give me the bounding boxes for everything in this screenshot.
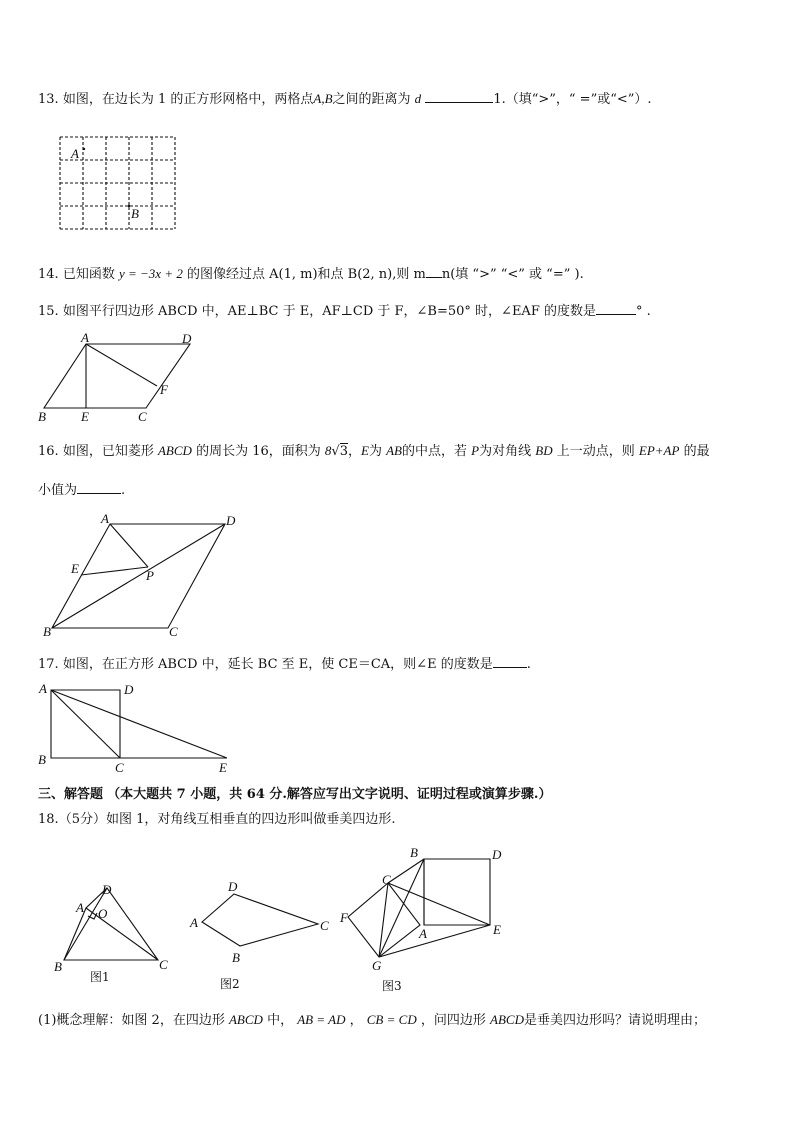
label-b: B [410,845,418,860]
label-c: C [138,409,147,424]
label-c: C [320,918,329,933]
q18-text [38,812,396,828]
comma: ， [349,1013,363,1028]
label-d: D [228,879,238,894]
answer-blank[interactable] [596,302,636,315]
segment-ep [81,567,148,575]
section-title: 三、解答题 [38,787,104,802]
question-number: 16. [38,444,59,459]
answer-blank[interactable] [425,90,493,103]
label-b: B [54,959,62,974]
q16-p: P [471,443,480,458]
label-g: G [372,958,382,973]
period: . [121,483,126,498]
q14-stem: 已知函数 [62,267,115,282]
q18-part1 [38,1012,706,1029]
q16-line2-text: 小值为 [38,483,78,498]
label-b: B [131,206,139,221]
label-a: A [81,330,89,345]
label-a: A [419,926,427,941]
segment-ap [110,524,148,567]
question-number: 17. [38,657,59,672]
q14-stem-end: n(填 “>” “<” 或 “=” ). [441,267,584,282]
label-c: C [159,957,168,972]
label-a: A [76,900,84,915]
q16-bd: BD [535,443,553,458]
q17-stem: 如图，在正方形 ABCD 中，延长 BC 至 E，使 CE＝CA，则∠E 的度数是 [62,657,493,672]
q13-points: A,B [313,91,333,106]
segment-ae [51,690,227,758]
label-c: C [115,760,124,775]
figure-caption: 图3 [382,979,402,993]
q16-stem-mid5: 上一动点，则 [556,444,635,459]
section-description: （本大题共 7 小题，共 64 分.解答应写出文字说明、证明过程或演算步骤.） [107,787,552,802]
label-a: A [101,511,109,526]
label-b: B [38,752,46,767]
q16-stem: 如图，已知菱形 [62,444,154,459]
q13-text [38,90,652,108]
diagonal-bd [52,524,225,628]
q16-stem-mid3: 的中点，若 [402,444,468,459]
label-d: D [226,513,236,528]
label-d: D [124,682,134,697]
q16-ab: AB [386,443,402,458]
label-o: O [98,906,108,921]
sqrt-icon: √ [331,444,340,459]
segment-af [86,344,157,386]
q16-stem-mid4: 为对角线 [479,444,532,459]
q16-stem-mid1: 的周长为 16，面积为 [196,444,321,459]
q13-stem: 如图，在边长为 1 的正方形网格中，两格点 [62,92,314,107]
question-number: 18. [38,812,59,827]
label-c: C [382,872,391,887]
q15-text [38,302,651,320]
label-a: A [190,915,198,930]
area-radicand: 3 [339,444,348,459]
q14-formula: y = −3x + 2 [118,266,183,281]
diagonal-ac [51,690,120,758]
q13-stem-mid: 之间的距离为 [332,92,411,107]
question-number: 14. [38,267,59,282]
point-b [128,205,130,207]
label-c: C [169,624,178,639]
area-coefficient: 8 [324,443,332,458]
q18-eq2: CB = CD [366,1012,417,1027]
label-e: E [493,922,501,937]
q18-eq1: AB = AD [297,1012,346,1027]
q16-expression: EP+AP [638,443,680,458]
q18-stem: （5分）如图 1，对角线互相垂直的四边形叫做垂美四边形. [58,812,396,827]
diagonal-ac [86,908,158,960]
quadrilateral-abcd [202,894,318,946]
section-heading [38,787,551,803]
question-number: 15. [38,304,59,319]
answer-blank[interactable] [77,481,121,494]
label-e: E [71,561,79,576]
figure-caption: 图2 [220,977,240,991]
label-e: E [81,409,89,424]
q18-figure-2 [186,876,336,991]
label-b: B [232,950,240,965]
q16-line1 [38,443,710,460]
q15-parallelogram-figure [36,330,206,425]
q13-grid-figure [58,135,180,231]
q18-part1-stem: (1)概念理解：如图 2，在四边形 [38,1013,225,1028]
label-a: A [71,146,79,161]
q18-part1-end: 是垂美四边形吗？请说明理由； [523,1013,706,1028]
q16-abcd: ABCD [157,443,192,458]
comma: ， [347,444,361,459]
answer-blank[interactable] [426,265,442,278]
parallelogram-abcd [44,344,190,408]
square-bdea [424,859,490,925]
label-p: P [146,568,154,583]
q17-square-figure [36,682,236,774]
q18-abcd: ABCD [490,1012,524,1027]
q17-stem-end: . [526,657,531,672]
q15-stem: 如图平行四边形 ABCD 中，AE⊥BC 于 E，AF⊥CD 于 F，∠B=50° 时，∠EAF 的度数是 [62,304,596,319]
label-a: A [39,681,47,696]
label-e: E [219,760,227,775]
q18-abcd: ABCD [228,1012,263,1027]
q16-e: E [361,443,369,458]
label-b: B [43,624,51,639]
q16-stem-end: 的最 [683,444,710,459]
label-d: D [102,882,112,897]
label-d: D [182,331,192,346]
q18-figure-3 [340,845,510,995]
answer-blank[interactable] [493,655,527,668]
segment-ge [379,925,490,957]
q14-text [38,265,584,283]
figure-caption: 图1 [90,970,110,984]
label-b: B [38,409,46,424]
label-f: F [340,910,348,925]
question-number: 13. [38,92,59,107]
q16-line2 [38,481,125,499]
q13-stem-end: 1.（填“>”，“ =”或“<”）. [493,92,652,107]
q16-stem-mid2: 为 [368,444,382,459]
q15-stem-end: ° . [635,304,651,319]
q14-stem-mid: 的图像经过点 A(1, m)和点 B(2, n),则 m [186,267,426,282]
q18-figure-1 [48,880,178,985]
q16-rhombus-figure [40,510,245,640]
label-f: F [160,382,168,397]
diagonal-bd [64,888,107,960]
q18-part1-mid2: ，问四边形 [420,1013,486,1028]
label-d: D [492,847,502,862]
q17-text [38,655,531,673]
q18-part1-mid: 中， [267,1013,294,1028]
point-a [83,148,85,150]
q13-d: d [414,91,422,106]
